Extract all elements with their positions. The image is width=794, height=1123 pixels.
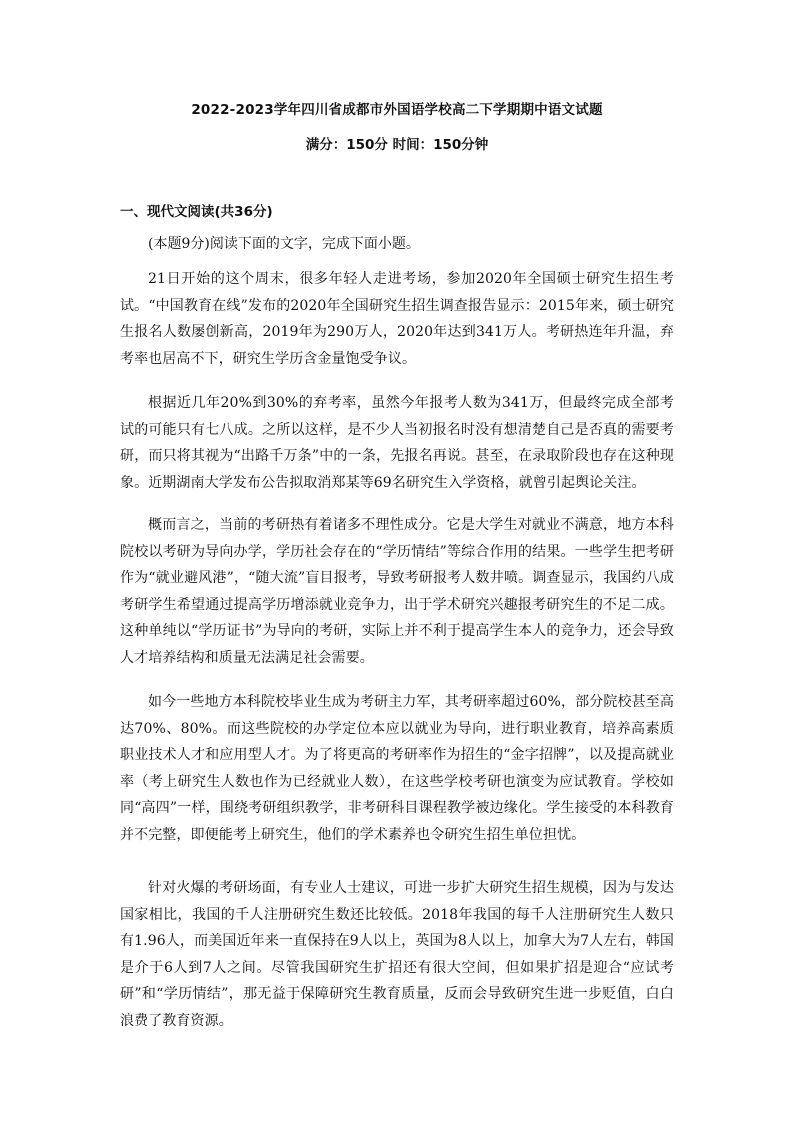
exam-info: 满分：150分 时间：150分钟 [305, 137, 489, 153]
reading-paragraph: 如今一些地方本科院校毕业生成为考研主力军，其考研率超过60%，部分院校甚至高达70%、80%。而这些院校的办学定位本应以就业为导向，进行职业教育，培养高素质职业技术人才和应用型人才。为了将更高的考研率作为招生的“金字招牌”，以及提高就业率（考上研究生人数也作为已经就业人数），在这些学校考研也演变为应试教育。学校如同“高四”一样，围绕考研组织教学，非考研科目课程教学被边缘化。学生接受的本科教育并不完整，即便能考上研究生，他们的学术素养也令研究生招生单位担忧。 [120, 694, 674, 843]
reading-paragraph: 21日开始的这个周末，很多年轻人走进考场，参加2020年全国硕士研究生招生考试。“中国教育在线”发布的2020年全国研究生招生调查报告显示：2015年来，硕士研究生报名人数屡创新高，2019年为290万人，2020年达到341万人。考研热连年升温，弃考率也居高不下，研究生学历含金量饱受争议。 [120, 271, 674, 367]
question-instruction: (本题9分)阅读下面的文字，完成下面小题。 [148, 236, 420, 252]
section-heading: 一、现代文阅读(共36分) [120, 204, 273, 220]
reading-paragraph: 概而言之，当前的考研热有着诸多不理性成分。它是大学生对就业不满意，地方本科院校以考研为导向办学，学历社会存在的“学历情结”等综合作用的结果。一些学生把考研作为“就业避风港”，“随大流”盲目报考，导致考研报考人数井喷。调查显示，我国约八成考研学生希望通过提高学历增添就业竞争力，出于学术研究兴趣报考研究生的不足二成。这种单纯以“学历证书”为导向的考研，实际上并不利于提高学生本人的竞争力，还会导致人才培养结构和质量无法满足社会需要。 [120, 517, 674, 666]
reading-paragraph: 针对火爆的考研场面，有专业人士建议，可进一步扩大研究生招生规模，因为与发达国家相比，我国的千人注册研究生数还比较低。2018年我国的每千人注册研究生人数只有1.96人，而美国近年来一直保持在9人以上，英国为8人以上，加拿大为7人左右，韩国是介于6人到7人之间。尽管我国研究生扩招还有很大空间，但如果扩招是迎合“应试考研”和“学历情结”，那无益于保障研究生教育质量，反而会导致研究生进一步贬值，白白浪费了教育资源。 [120, 880, 674, 1029]
reading-paragraph: 根据近几年20%到30%的弃考率，虽然今年报考人数为341万，但最终完成全部考试的可能只有七八成。之所以这样，是不少人当初报名时没有想清楚自己是否真的需要考研，而只将其视为“出路千万条”中的一条，先报名再说。甚至，在录取阶段也存在这种现象。近期湖南大学发布公告拟取消郑某等69名研究生入学资格，就曾引起舆论关注。 [120, 395, 674, 491]
page-title: 2022-2023学年四川省成都市外国语学校高二下学期期中语文试题 [191, 102, 603, 118]
